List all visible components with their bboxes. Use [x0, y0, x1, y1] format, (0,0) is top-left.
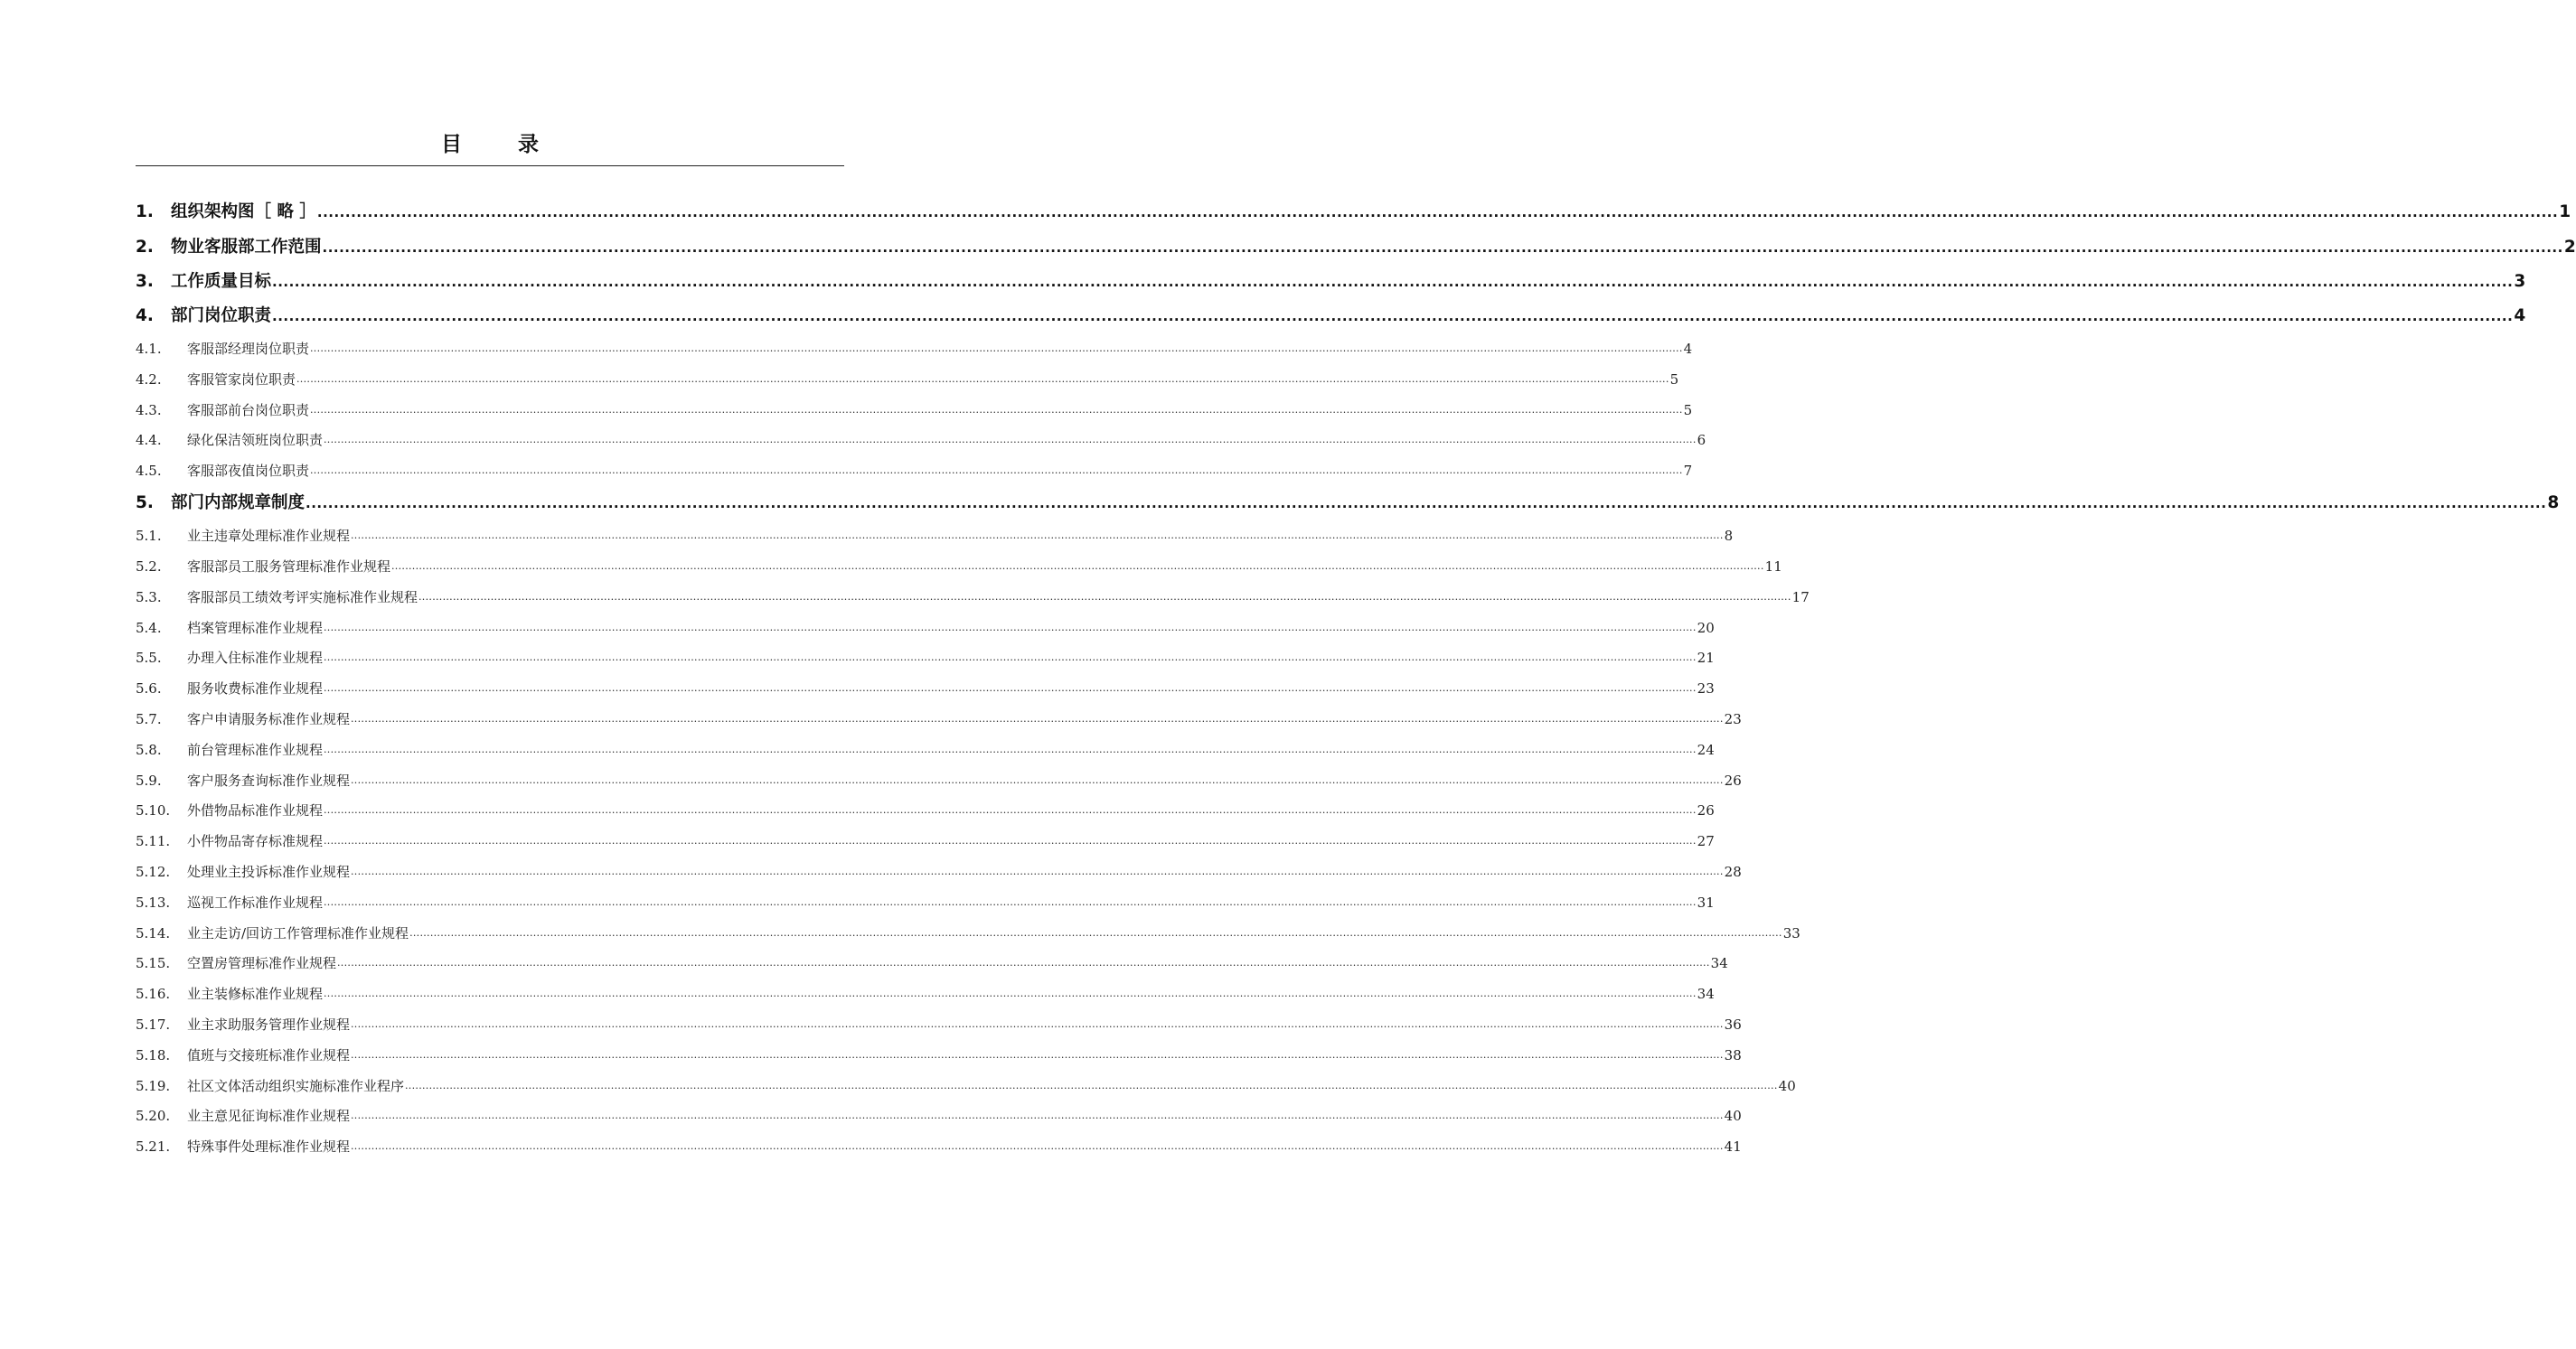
toc-dot-leader: ................................................................................................................................................................................................................................................................................................................................................................................................................: [391, 560, 1764, 573]
toc-page-number: 20: [1697, 619, 1715, 636]
toc-page-number: 23: [1697, 680, 1715, 698]
toc-section-entry[interactable]: [136, 796, 1715, 827]
toc-entry-title: 客服部员工服务管理标准作业规程: [187, 558, 391, 576]
toc-dot-leader: ................................................................................................................................................................................................................................................................................................................................................................................................................: [324, 835, 1697, 848]
toc-section-entry[interactable]: [136, 1131, 1742, 1162]
toc-entry-number: 1.: [136, 202, 154, 222]
toc-section-entry[interactable]: [136, 1101, 1742, 1132]
toc-page-number: 1: [2559, 202, 2571, 222]
toc-entry-number: 5.9.: [136, 772, 162, 789]
toc-section-entry[interactable]: [136, 857, 1742, 887]
toc-page-number: 11: [1764, 558, 1782, 576]
toc-section-entry[interactable]: [136, 735, 1715, 765]
toc-entry-title: 物业客服部工作范围: [171, 237, 322, 257]
toc-entry-title: 档案管理标准作业规程: [187, 619, 324, 636]
toc-page-number: 8: [2547, 493, 2560, 513]
toc-entry-number: 5.: [136, 493, 154, 513]
toc-page-number: 40: [1778, 1077, 1796, 1094]
toc-dot-leader: ................................................................................................................................................................................................................................................................................................................................................................................................................: [310, 403, 1683, 416]
toc-entry-title: 巡视工作标准作业规程: [187, 894, 324, 911]
toc-page-number: 41: [1724, 1138, 1742, 1156]
toc-dot-leader: ................................................................................................................................................................................................................................................................................................................................................................................................................: [324, 682, 1697, 695]
toc-entry-number: 4.4.: [136, 432, 162, 449]
toc-dot-leader: ................................................................................................................................................................................................................................................................................................................................................................................................................: [324, 621, 1697, 633]
toc-section-entry[interactable]: [136, 826, 1715, 857]
toc-section-entry[interactable]: [136, 918, 1800, 949]
toc-section-entry[interactable]: [136, 887, 1715, 918]
toc-dot-leader: ................................................................................................................................................................................................................................................................................................................................................................................................................: [324, 743, 1697, 755]
toc-entry-title: 部门岗位职责: [171, 306, 272, 326]
toc-section-entry[interactable]: [136, 673, 1715, 704]
toc-entry-title: 绿化保洁领班岗位职责: [187, 432, 324, 449]
toc-section-entry[interactable]: [136, 613, 1715, 643]
toc-section-entry[interactable]: [136, 520, 1734, 551]
toc-dot-leader: ................................................................................................................................................................................................................................................................................................................................................................................................................: [409, 926, 1782, 939]
toc-entry-number: 5.21.: [136, 1138, 171, 1156]
toc-entry-number: 4.: [136, 306, 154, 326]
toc-section-entry[interactable]: [136, 979, 1715, 1009]
toc-entry-title: 客服部前台岗位职责: [187, 401, 310, 418]
toc-entry-title: 业主违章处理标准作业规程: [187, 528, 351, 545]
toc-entry-number: 5.20.: [136, 1108, 171, 1125]
toc-dot-leader: ................................................................................................................................................................................................................................................................................................................................................................................................................: [322, 239, 2563, 256]
toc-dot-leader: ................................................................................................................................................................................................................................................................................................................................................................................................................: [351, 713, 1724, 726]
toc-entry-title: 服务收费标准作业规程: [187, 680, 324, 698]
toc-page-number: 6: [1697, 432, 1706, 449]
toc-section-entry[interactable]: [136, 395, 1693, 426]
toc-section-entry[interactable]: [136, 582, 1810, 613]
toc-dot-leader: ................................................................................................................................................................................................................................................................................................................................................................................................................: [296, 372, 1669, 385]
toc-entry-number: 5.1.: [136, 528, 162, 545]
toc-section-entry[interactable]: [136, 1071, 1796, 1101]
toc-entry-number: 5.17.: [136, 1016, 171, 1034]
toc-dot-leader: ................................................................................................................................................................................................................................................................................................................................................................................................................: [310, 464, 1683, 477]
toc-dot-leader: ................................................................................................................................................................................................................................................................................................................................................................................................................: [324, 434, 1697, 446]
page-title: 目录: [441, 133, 595, 156]
toc-dot-leader: ................................................................................................................................................................................................................................................................................................................................................................................................................: [306, 495, 2547, 512]
toc-dot-leader: ................................................................................................................................................................................................................................................................................................................................................................................................................: [337, 957, 1710, 970]
toc-dot-leader: ................................................................................................................................................................................................................................................................................................................................................................................................................: [310, 342, 1683, 354]
toc-chapter-entry[interactable]: [136, 230, 2576, 264]
toc-page-number: 28: [1724, 864, 1742, 881]
toc-section-entry[interactable]: [136, 551, 1782, 582]
toc-entry-title: 客服部经理岗位职责: [187, 340, 310, 357]
toc-page-number: 27: [1697, 833, 1715, 850]
toc-dot-leader: ................................................................................................................................................................................................................................................................................................................................................................................................................: [351, 1018, 1724, 1031]
toc-dot-leader: ................................................................................................................................................................................................................................................................................................................................................................................................................: [324, 651, 1697, 664]
toc-entry-title: 客服管家岗位职责: [187, 370, 296, 388]
toc-section-entry[interactable]: [136, 364, 1679, 395]
toc-entry-number: 5.10.: [136, 802, 171, 820]
toc-dot-leader: ................................................................................................................................................................................................................................................................................................................................................................................................................: [351, 1110, 1724, 1122]
toc-dot-leader: ................................................................................................................................................................................................................................................................................................................................................................................................................: [316, 204, 2559, 221]
toc-entry-number: 5.12.: [136, 864, 171, 881]
toc-dot-leader: ................................................................................................................................................................................................................................................................................................................................................................................................................: [351, 529, 1724, 542]
toc-dot-leader: ................................................................................................................................................................................................................................................................................................................................................................................................................: [418, 590, 1791, 603]
toc-entry-number: 5.18.: [136, 1046, 171, 1063]
toc-entry-title: 客户申请服务标准作业规程: [187, 711, 351, 728]
toc-entry-title: 业主意见征询标准作业规程: [187, 1108, 351, 1125]
toc-entry-title: 空置房管理标准作业规程: [187, 955, 337, 972]
toc-page-number: 34: [1697, 986, 1715, 1003]
toc-page-number: 31: [1697, 894, 1715, 911]
toc-section-entry[interactable]: [136, 643, 1715, 674]
toc-entry-title: 办理入住标准作业规程: [187, 650, 324, 667]
toc-dot-leader: ................................................................................................................................................................................................................................................................................................................................................................................................................: [351, 866, 1724, 878]
toc-dot-leader: ................................................................................................................................................................................................................................................................................................................................................................................................................: [272, 308, 2514, 325]
toc-page-number: 33: [1782, 924, 1800, 941]
toc-dot-leader: ................................................................................................................................................................................................................................................................................................................................................................................................................: [324, 988, 1697, 1000]
toc-dot-leader: ................................................................................................................................................................................................................................................................................................................................................................................................................: [405, 1079, 1778, 1091]
toc-entry-title: 处理业主投诉标准作业规程: [187, 864, 351, 881]
toc-entry-number: 5.2.: [136, 558, 162, 576]
toc-chapter-entry[interactable]: [136, 265, 2526, 299]
toc-entry-title: 社区文体活动组织实施标准作业程序: [187, 1077, 405, 1094]
toc-section-entry[interactable]: [136, 1040, 1742, 1071]
toc-section-entry[interactable]: [136, 949, 1728, 979]
toc-page-number: 36: [1724, 1016, 1742, 1034]
toc-entry-title: 业主走访/回访工作管理标准作业规程: [187, 924, 409, 941]
toc-dot-leader: ................................................................................................................................................................................................................................................................................................................................................................................................................: [351, 1048, 1724, 1061]
toc-section-entry[interactable]: [136, 765, 1742, 796]
toc-entry-title: 工作质量目标: [171, 271, 272, 291]
toc-section-entry[interactable]: [136, 1009, 1742, 1040]
toc-page-number: 2: [2563, 237, 2576, 257]
toc-entry-title: 业主求助服务管理作业规程: [187, 1016, 351, 1034]
toc-entry-number: 5.5.: [136, 650, 162, 667]
toc-page-number: 8: [1724, 528, 1734, 545]
toc-entry-number: 5.6.: [136, 680, 162, 698]
toc-page-number: 40: [1724, 1108, 1742, 1125]
toc-entry-number: 5.4.: [136, 619, 162, 636]
toc-page-number: 5: [1669, 370, 1679, 388]
toc-entry-number: 5.14.: [136, 924, 171, 941]
toc-page-number: 26: [1724, 772, 1742, 789]
toc-entry-number: 5.7.: [136, 711, 162, 728]
toc-entry-title: 客服部员工绩效考评实施标准作业规程: [187, 588, 418, 605]
toc-chapter-entry[interactable]: [136, 486, 2560, 520]
toc-page-number: 4: [2514, 306, 2526, 326]
toc-entry-number: 5.11.: [136, 833, 171, 850]
toc-entry-title: 客户服务查询标准作业规程: [187, 772, 351, 789]
toc-page-number: 24: [1697, 741, 1715, 758]
toc-page-number: 26: [1697, 802, 1715, 820]
toc-entry-title: 外借物品标准作业规程: [187, 802, 324, 820]
toc-entry-number: 5.13.: [136, 894, 171, 911]
toc-entry-number: 5.8.: [136, 741, 162, 758]
toc-dot-leader: ................................................................................................................................................................................................................................................................................................................................................................................................................: [324, 895, 1697, 908]
toc-entry-title: 小件物品寄存标准规程: [187, 833, 324, 850]
toc-page-number: 5: [1683, 401, 1693, 418]
toc-page-number: 21: [1697, 650, 1715, 667]
toc-dot-leader: ................................................................................................................................................................................................................................................................................................................................................................................................................: [324, 804, 1697, 817]
toc-page-number: 38: [1724, 1046, 1742, 1063]
toc-page-number: 34: [1710, 955, 1728, 972]
toc-entry-title: 特殊事件处理标准作业规程: [187, 1138, 351, 1156]
toc-page-number: 3: [2514, 271, 2526, 291]
toc-entry-number: 4.3.: [136, 401, 162, 418]
table-of-contents: [136, 195, 2576, 1162]
toc-entry-title: 客服部夜值岗位职责: [187, 463, 310, 480]
toc-entry-number: 4.1.: [136, 340, 162, 357]
toc-chapter-entry[interactable]: [136, 195, 2571, 230]
toc-page-number: 4: [1683, 340, 1693, 357]
toc-entry-title: 组织架构图［ 略 ］: [171, 202, 316, 222]
toc-entry-number: 4.2.: [136, 370, 162, 388]
toc-entry-title: 值班与交接班标准作业规程: [187, 1046, 351, 1063]
toc-entry-title: 部门内部规章制度: [171, 493, 306, 513]
toc-dot-leader: ................................................................................................................................................................................................................................................................................................................................................................................................................: [351, 773, 1724, 786]
toc-page-number: 23: [1724, 711, 1742, 728]
toc-chapter-entry[interactable]: [136, 299, 2526, 333]
toc-section-entry[interactable]: [136, 333, 1693, 364]
toc-entry-title: 前台管理标准作业规程: [187, 741, 324, 758]
title-divider: [136, 165, 844, 166]
toc-entry-number: 5.19.: [136, 1077, 171, 1094]
toc-entry-number: 3.: [136, 271, 154, 291]
toc-page-number: 7: [1683, 463, 1693, 480]
toc-entry-number: 4.5.: [136, 463, 162, 480]
toc-section-entry[interactable]: [136, 455, 1693, 486]
toc-dot-leader: ................................................................................................................................................................................................................................................................................................................................................................................................................: [272, 273, 2514, 290]
toc-page-number: 17: [1791, 588, 1810, 605]
toc-entry-title: 业主装修标准作业规程: [187, 986, 324, 1003]
toc-entry-number: 5.3.: [136, 588, 162, 605]
toc-entry-number: 5.15.: [136, 955, 171, 972]
toc-entry-number: 2.: [136, 237, 154, 257]
toc-section-entry[interactable]: [136, 426, 1706, 456]
toc-dot-leader: ................................................................................................................................................................................................................................................................................................................................................................................................................: [351, 1140, 1724, 1153]
toc-entry-number: 5.16.: [136, 986, 171, 1003]
toc-section-entry[interactable]: [136, 704, 1742, 735]
